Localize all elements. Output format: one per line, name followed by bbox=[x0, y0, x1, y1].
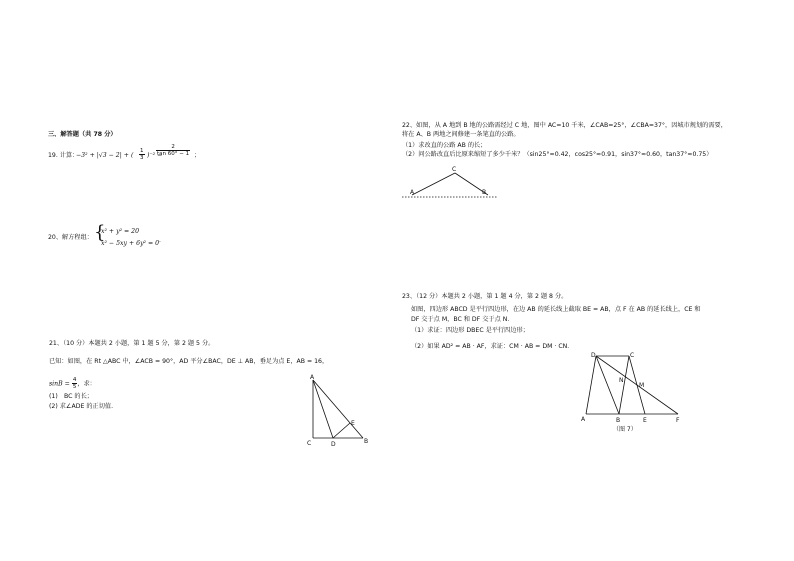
segment-ad bbox=[313, 380, 333, 438]
fig21-label-e: E bbox=[351, 420, 355, 427]
q22-sub-2: （2）问公路改直后比原来缩短了多少千米？（sin25°≈0.42，cos25°≈0.91，sin37°≈0.60，tan37°≈0.75） bbox=[402, 151, 713, 158]
segment-cb bbox=[619, 356, 629, 414]
fig23-label-f: F bbox=[676, 417, 680, 424]
q19-frac-num: 1 bbox=[140, 148, 144, 154]
q19-fraction-one-third bbox=[139, 148, 145, 161]
q21-sin-num: 4 bbox=[72, 377, 77, 383]
segment-de bbox=[333, 423, 350, 438]
q19-tail: ； bbox=[194, 152, 201, 159]
segment-ad bbox=[586, 356, 596, 414]
q21-sin-line bbox=[49, 377, 96, 390]
segment-db bbox=[596, 356, 619, 414]
q19-frac-den: 3 bbox=[140, 155, 144, 161]
segment-df bbox=[596, 356, 678, 414]
q23-parallelogram-figure bbox=[578, 350, 688, 434]
fig22-label-a: A bbox=[410, 189, 415, 196]
fig22-label-b: B bbox=[482, 189, 487, 196]
q23-header: 23、（12 分）本题共 2 小题，第 1 题 4 分，第 2 题 8 分。 bbox=[402, 293, 568, 300]
q19-expression-part-a: −3² + |√3 − 2| + ( bbox=[76, 152, 134, 159]
system-brace: { bbox=[94, 222, 106, 243]
fig23-label-a: A bbox=[581, 416, 586, 423]
q21-given: 已知：如图，在 Rt △ABC 中，∠ACB = 90°，AD 平分∠BAC，DE ⊥ AB，垂足为点 E，AB = 16， bbox=[49, 358, 329, 365]
q21-triangle-figure bbox=[300, 372, 380, 452]
q21-sin-den: 5 bbox=[72, 384, 77, 390]
q21-header: 21、（10 分）本题共 2 小题，第 1 题 5 分，第 2 题 5 分。 bbox=[49, 340, 215, 347]
q19-label: 19. 计算： bbox=[48, 152, 79, 159]
q19-frac2-num: 2 bbox=[156, 144, 190, 151]
q20-tail: ． bbox=[159, 237, 166, 244]
q23-line-1: 如图，四边形 ABCD 是平行四边形，在边 AB 的延长线上截取 BE = AB，点 F 在 AB 的延长线上，CE 和 bbox=[411, 306, 701, 313]
road-ac bbox=[412, 173, 455, 195]
fig23-label-d: D bbox=[591, 352, 596, 359]
fig23-caption: （图 7） bbox=[613, 426, 637, 433]
q23-sub-2: （2）如果 AD² = AB · AF，求证：CM · AB = DM · CN． bbox=[411, 343, 574, 350]
q21-sub-2: (2) 求∠ADE 的正切值. bbox=[49, 403, 114, 410]
fig23-label-c: C bbox=[630, 352, 635, 359]
q20-equation-1: x² + y² = 20 bbox=[101, 228, 140, 235]
q22-line-2: 将在 A、B 两地之间修建一条笔直的公路。 bbox=[402, 131, 520, 138]
fig23-label-m: M bbox=[639, 382, 645, 389]
fig21-label-b: B bbox=[364, 438, 369, 445]
q21-sin-suffix: ，求： bbox=[77, 380, 96, 388]
fig21-label-c: C bbox=[307, 440, 312, 447]
q20-label: 20、解方程组： bbox=[48, 234, 93, 241]
q22-line-1: 22、如图，从 A 地到 B 地的公路需经过 C 地，图中 AC=10 千米，∠CAB=25°，∠CBA=37°，因城市规划的需要， bbox=[402, 122, 727, 129]
q19-fraction-tan bbox=[156, 144, 190, 157]
q23-sub-1: （1）求证：四边形 DBEC 是平行四边形； bbox=[411, 327, 529, 334]
q22-road-figure bbox=[402, 160, 502, 202]
fig23-label-e: E bbox=[643, 417, 647, 424]
fig22-label-c: C bbox=[452, 166, 457, 173]
q21-sin-prefix: sinB = bbox=[49, 380, 72, 388]
q19-frac2-den: tan 60° − 1 bbox=[157, 151, 190, 157]
fig23-label-b: B bbox=[616, 417, 621, 424]
fig21-label-a: A bbox=[310, 374, 315, 381]
fig23-label-n: N bbox=[619, 377, 624, 384]
q20-equation-2: x² − 5xy + 6y² = 0 bbox=[101, 240, 160, 247]
q21-sub-1: (1) BC 的长； bbox=[49, 393, 93, 400]
q23-line-2: DF 交于点 M，BC 和 DF 交于点 N． bbox=[411, 316, 514, 323]
q19-expression-part-b: )⁻² − bbox=[147, 152, 163, 159]
fig21-label-d: D bbox=[331, 441, 336, 448]
q22-sub-1: （1）求改直的公路 AB 的长； bbox=[402, 142, 487, 149]
segment-ab bbox=[313, 380, 363, 438]
section-heading: 三、解答题（共 78 分） bbox=[48, 131, 117, 138]
